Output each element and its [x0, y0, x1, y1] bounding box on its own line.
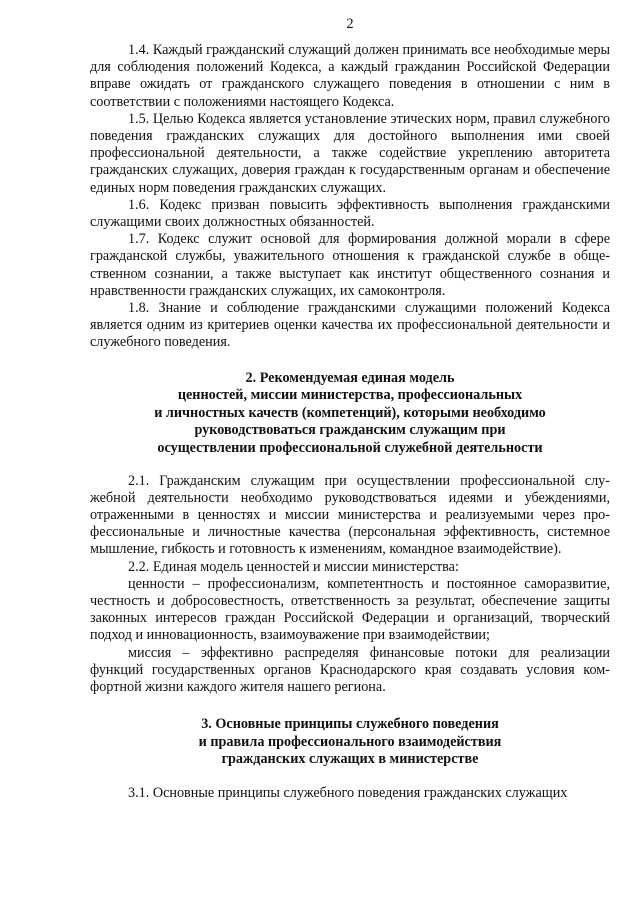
paragraph-1-8: 1.8. Знание и соблюдение гражданскими служащими положений Кодекса является одним из критериев оценки качества их профессиональной деятельности и служебного поведения. — [90, 300, 610, 351]
section-3-title — [90, 716, 610, 769]
section-1-body — [90, 42, 610, 352]
paragraph-2-2: 2.2. Единая модель ценностей и миссии министерства: — [128, 558, 459, 575]
section-2-title-line: осуществлении профессиональной служебной деятельности — [157, 440, 543, 457]
paragraph-1-7: 1.7. Кодекс служит основой для формирования должной морали в сфере гражданской службы, уважительного отношения к гражданской службе в общественном сознании, а также выступает как институт общественного сознания и нравственности гражданских служащих, их самоконтроля. — [90, 231, 610, 299]
section-2-title-line: 2. Рекомендуемая единая модель — [245, 369, 455, 386]
section-3-title-line: гражданских служащих в министерстве — [221, 751, 479, 768]
paragraph-2-1: 2.1. Гражданским служащим при осуществлении профессиональной служебной деятельности необходимо руководствоваться идеями и убеждениями, отраженными в ценностях и миссии министерства и реализуемыми через профессиональные и личностные качества (персональная эффективность, системное мышление, гибкость и готовность к изменениям, командное взаимодействие). — [90, 472, 610, 558]
page-number: 2 — [346, 16, 354, 32]
section-2-title — [90, 370, 610, 458]
section-2-title-line: руководствоваться гражданским служащим при — [194, 422, 506, 439]
section-3-title-line: 3. Основные принципы служебного поведения — [201, 716, 499, 733]
section-3-body — [90, 785, 610, 802]
section-3-title-line: и правила профессионального взаимодействия — [198, 733, 502, 750]
paragraph-mission: миссия – эффективно распределяя финансовые потоки для реализации функций государственных органов Краснодарского края создавать условия комфортной жизни каждого жителя нашего региона. — [90, 644, 610, 696]
paragraph-values: ценности – профессионализм, компетентность и постоянное саморазвитие, честность и добросовестность, ответственность за результат, обеспечение защиты законных интересов граждан Российской Федерации и организаций, творческий подход и инновационность, взаимоуважение при взаимодействии; — [90, 575, 610, 644]
section-2-title-line: и личностных качеств (компетенций), которыми необходимо — [154, 404, 546, 421]
paragraph-3-1: 3.1. Основные принципы служебного поведения гражданских служащих — [128, 785, 568, 802]
section-2-title-line: ценностей, миссии министерства, профессиональных — [177, 387, 523, 404]
paragraph-1-4: 1.4. Каждый гражданский служащий должен принимать все необходимые меры для соблюдения положений Кодекса, а каждый гражданин Российской Федерации вправе ожидать от гражданского служащего поведения в отношении с ним в соответствии с положениями настоящего Кодекса. — [90, 42, 610, 110]
paragraph-1-6: 1.6. Кодекс призван повысить эффективность выполнения гражданскими служащими своих должностных обязанностей. — [90, 196, 610, 231]
section-2-body — [90, 473, 610, 697]
paragraph-1-5: 1.5. Целью Кодекса является установление этических норм, правил служебного поведения гражданских служащих для достойного выполнения ими своей профессиональной деятельности, а также содействие укреплению авторитета гражданских служащих, доверия граждан к государственным органам и обеспечение единых норм поведения гражданских служащих. — [90, 110, 610, 196]
